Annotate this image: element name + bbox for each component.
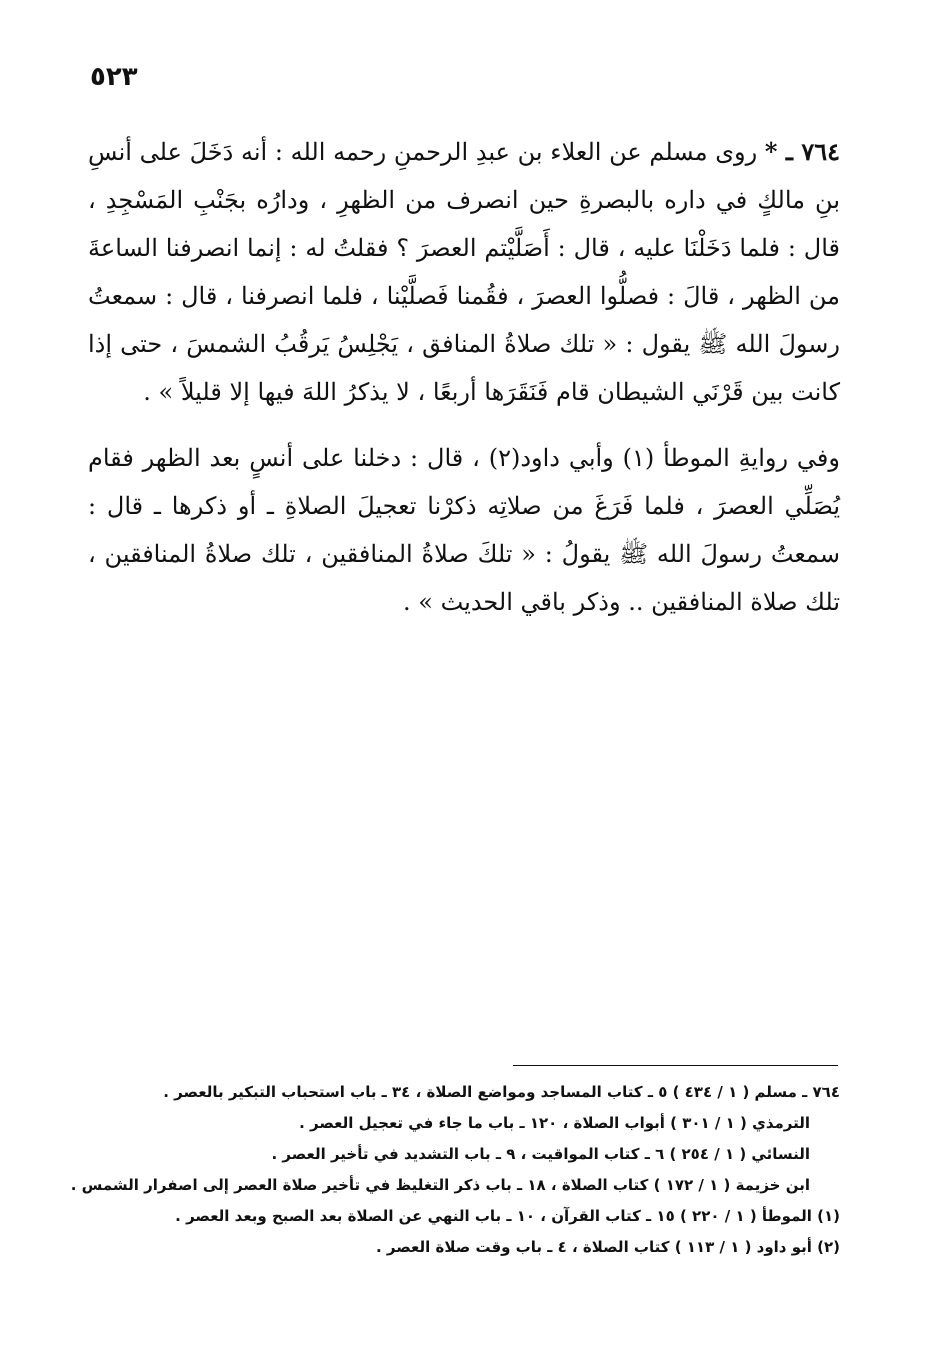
footnote-line: ٧٦٤ ـ مسلم ( ١ / ٤٣٤ ) ٥ ـ كتاب المساجد ومواضع الصلاة ، ٣٤ ـ باب استحباب التبكير بالعصر . bbox=[163, 1083, 840, 1101]
hadith-number: ٧٦٤ ـ * bbox=[764, 137, 840, 166]
footnote-line: الترمذي ( ١ / ٣٠١ ) أبواب الصلاة ، ١٢٠ ـ باب ما جاء في تعجيل العصر . bbox=[299, 1114, 810, 1132]
footnote-line: النسائي ( ١ / ٢٥٤ ) ٦ ـ كتاب المواقيت ، ٩ ـ باب التشديد في تأخير العصر . bbox=[271, 1145, 810, 1163]
footnote-divider bbox=[513, 1065, 838, 1066]
hadith-text: روى مسلم عن العلاء بن عبدِ الرحمنِ رحمه الله : أنه دَخَلَ على أنسِ بنِ مالكٍ في داره بالبصرةِ حين انصرف من الظهرِ ، ودارُه بجَنْبِ المَسْجِدِ ، قال : فلما دَخَلْنَا عليه ، قال : أَصَلَّيْتم العصرَ ؟ فقلتُ له : إنما انصرفنا الساعةَ من الظهر ، قالَ : فصلُّوا العصرَ ، فقُمنا فَصلَّيْنا ، فلما انصرفنا ، قال : سمعتُ رسولَ الله ﷺ يقول : « تلك صلاةُ المنافق ، يَجْلِسُ يَرقُبُ الشمسَ ، حتى إذا كانت بين قَرْنَي الشيطان قام فَنَقَرَها أربعًا ، لا يذكرُ اللهَ فيها إلا قليلاً » . bbox=[88, 138, 840, 406]
footnotes bbox=[70, 1077, 840, 1263]
footnote-line: ابن خزيمة ( ١ / ١٧٢ ) كتاب الصلاة ، ١٨ ـ باب ذكر التغليظ في تأخير صلاة العصر إلى اصفرار الشمس . bbox=[70, 1176, 810, 1194]
main-text bbox=[88, 128, 840, 644]
hadith-paragraph bbox=[88, 128, 840, 416]
riwaya-paragraph: وفي روايةِ الموطأ (١) وأبي داود(٢) ، قال : دخلنا على أنسٍ بعد الظهر فقام يُصَلِّي العصرَ ، فلما فَرَغَ من صلاتِه ذكرْنا تعجيلَ الصلاةِ ـ أو ذكرها ـ قال : سمعتُ رسولَ الله ﷺ يقولُ : « تلكَ صلاةُ المنافقين ، تلك صلاةُ المنافقين ، تلك صلاة المنافقين .. وذكر باقي الحديث » . bbox=[88, 444, 840, 616]
footnote-line: (١) الموطأ ( ١ / ٢٢٠ ) ١٥ ـ كتاب القرآن ، ١٠ ـ باب النهي عن الصلاة بعد الصبح وبعد العصر . bbox=[175, 1207, 840, 1225]
page-number: ٥٢٣ bbox=[90, 62, 138, 92]
footnote-line: (٢) أبو داود ( ١ / ١١٣ ) كتاب الصلاة ، ٤ ـ باب وقت صلاة العصر . bbox=[375, 1238, 840, 1256]
